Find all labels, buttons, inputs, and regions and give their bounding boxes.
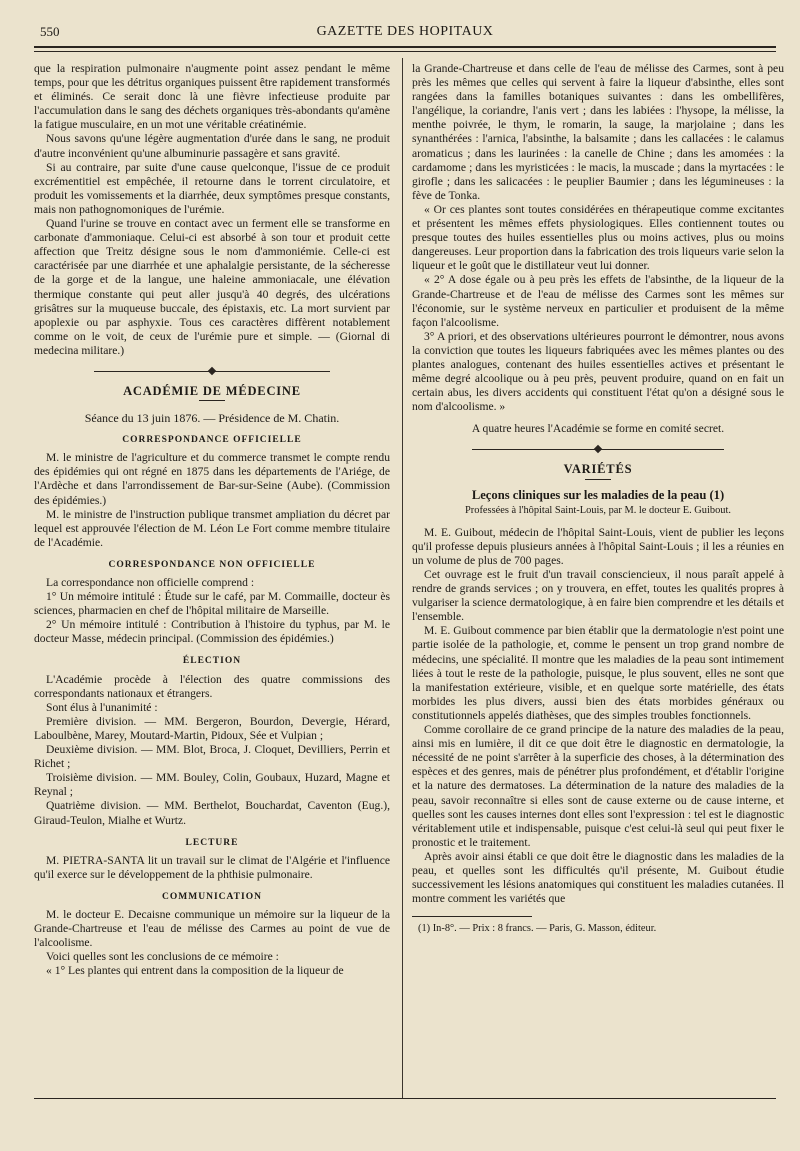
correspondance-paragraph: M. le ministre de l'agriculture et du commerce transmet le compte rendu des épidémies qui ont régné en 1875 dans les départements de l'Ariége, de l'Ardèche et dans l'arrondissement de Bar-sur-Seine (Aube). (Commission des épidémies.) [34, 451, 390, 507]
election-paragraph: Sont élus à l'unanimité : [46, 700, 158, 714]
header-rule [34, 46, 776, 48]
footnote: (1) In-8°. — Prix : 8 francs. — Paris, G. Masson, éditeur. [418, 923, 657, 935]
election-heading: ÉLECTION [182, 656, 242, 667]
section-ornament-rule [472, 444, 724, 454]
continuation-paragraph: « Or ces plantes sont toutes considérées en thérapeutique comme excitantes et présentent les mêmes effets physiologiques. Elles contiennent toutes ou presque toutes des huiles essentielles plus ou moins actives, plus ou moins dangereuses. Leur proportion dans la fabrication des trois liqueurs varie selon la liqueur et le goût que le distillateur veut lui donner. [412, 202, 784, 273]
article-subtitle: Professées à l'hôpital Saint-Louis, par M. le docteur E. Guibout. [465, 504, 731, 516]
lecture-paragraph: M. PIETRA-SANTA lit un travail sur le climat de l'Algérie et l'influence qu'il exerce sur le développement de la phthisie pulmonaire. [34, 853, 390, 881]
article-paragraph: M. E. Guibout, médecin de l'hôpital Saint-Louis, vient de publier les leçons qu'il professe depuis plusieurs années à l'hôpital Saint-Louis ; il les a réunies en un volume de plus de 700 pages. [412, 525, 784, 567]
left-column [34, 62, 390, 978]
lecture-heading: LECTURE [185, 837, 239, 848]
article-paragraph: Comme corollaire de ce grand principe de la nature des maladies de la peau, ainsi mis en lumière, il dit ce que doit être le diagnostic en dermatologie, la nécessité de ne point s'arrêter à la superficie des choses, à la détermination des espèces et des genres, mais de pénétrer plus profondément, et d'établir l'origine et la nature des dermatoses. La détermination de la nature des maladies de la peau, savoir reconnaître si elles sont de cause externe ou de cause interne, et quelles sont les causes internes dont elles sont l'expression : tel est le diagnostic véritablement utile et indispensable, puisque c'est celui-là seul qui peut fixer le pronostic et le traitement. [412, 723, 784, 849]
journal-title: GAZETTE DES HOPITAUX [316, 24, 494, 39]
article-paragraph: Après avoir ainsi établi ce que doit être le diagnostic dans les maladies de la peau, et quelles sont les difficultés qu'il présente, M. Guibout étudie successivement les lésions anatomiques qui constituent les maladies cutanées. Il montre comment les variétés que [412, 849, 784, 906]
correspondance-paragraph: M. le ministre de l'instruction publique transmet ampliation du décret par lequel est approuvée l'élection de M. Léon Le Fort comme membre titulaire de l'Académie. [34, 507, 390, 549]
communication-paragraph: « 1° Les plantes qui entrent dans la composition de la liqueur de [46, 964, 344, 978]
intro-paragraph: que la respiration pulmonaire n'augmente point assez pendant le même temps, pour que les détritus organiques puissent être rapidement transformés et éliminés. Ce serait donc là une fièvre infectieuse produite par l'accumulation dans le sang des déchets organiques très-abondants qu'amène la fatigue musculaire, en un mot une véritable créatinémie. [34, 62, 390, 132]
page-header [34, 22, 776, 44]
footnote-rule [412, 916, 532, 917]
page-number: 550 [40, 24, 60, 39]
correspondance-paragraph: 1° Un mémoire intitulé : Étude sur le café, par M. Commaille, docteur ès sciences, pharmacien en chef de l'hôpital militaire de Marseille. [34, 590, 390, 618]
header-rule-thin [34, 51, 776, 52]
correspondance-paragraph: La correspondance non officielle comprend : [46, 576, 255, 589]
election-paragraph: L'Académie procède à l'élection des quatre commissions des correspondants nationaux et étrangers. [34, 672, 390, 700]
intro-paragraph: Nous savons qu'une légère augmentation d'urée dans le sang, ne produit d'autre inconvénient qu'une albuminurie passagère et sans gravité. [34, 132, 390, 160]
communication-heading: COMMUNICATION [162, 891, 262, 902]
academie-title: ACADÉMIE DE MÉDECINE [123, 383, 301, 398]
continuation-paragraph: la Grande-Chartreuse et dans celle de l'eau de mélisse des Carmes, sont à peu près les mêmes que celles qui servent à faire la liqueur d'absinthe, elles sont rangées dans la familles botaniques suivantes : dans les ombellifères, l'angélique, la coriandre, l'anis vert ; dans les labiées : l'hysope, la mélisse, la menthe poivrée, le thym, le romarin, la sauge, la marjolaine ; dans les synanthérées : l'arnica, l'absinthe, la balsamite ; dans les callacées : le calamus aromaticus ; dans les laurinées : la canelle de Chine ; dans les amomées : la cardamome ; dans les myristicées : le macis, la muscade ; dans la myrtacées : le girofle ; dans les salicacées : le peuplier Baumier ; dans les légumineuses : la fève de Tonka. [412, 62, 784, 202]
article-paragraph: Cet ouvrage est le fruit d'un travail consciencieux, il nous paraît appelé à rendre de grands services ; on y trouvera, en effet, toutes les qualités propres à vulgariser la science dermatologique, à en faire bien comprendre et les détails et l'ensemble. [412, 568, 784, 624]
comite-secret-line: A quatre heures l'Académie se forme en comité secret. [471, 422, 725, 436]
election-paragraph: Quatrième division. — MM. Berthelot, Bouchardat, Caventon (Eug.), Giraud-Teulon, Mialhe et Wurtz. [34, 799, 390, 827]
title-underline [199, 400, 225, 401]
intro-paragraph: Si au contraire, par suite d'une cause quelconque, l'issue de ce produit excrémentitiel est empêchée, il retourne dans le torrent circulatoire, et produit les vomissements et la diarrhée, deux symptômes presque constants, mais non pathognomoniques de l'urémie. [34, 160, 390, 216]
bottom-rule [34, 1098, 776, 1099]
election-paragraph: Première division. — MM. Bergeron, Bourdon, Devergie, Hérard, Laboulbène, Marey, Moutard-Martin, Pidoux, Sée et Vulpian ; [34, 714, 390, 742]
communication-paragraph: Voici quelles sont les conclusions de ce mémoire : [46, 950, 279, 964]
right-column [412, 62, 784, 936]
communication-paragraph: M. le docteur E. Decaisne communique un mémoire sur la liqueur de la Grande-Chartreuse et l'eau de mélisse des Carmes au point de vue de l'alcoolisme. [34, 907, 390, 950]
correspondance-paragraph: 2° Un mémoire intitulé : Contribution à l'histoire du typhus, par M. le docteur Masse, médecin principal. (Commission des épidémies.) [34, 618, 390, 646]
correspondance-non-officielle-heading: CORRESPONDANCE NON OFFICIELLE [108, 559, 316, 570]
column-divider [402, 58, 403, 1098]
election-paragraph: Troisième division. — MM. Bouley, Colin, Goubaux, Huzard, Magne et Reynal ; [34, 771, 390, 799]
seance-line: Séance du 13 juin 1876. — Présidence de M. Chatin. [84, 411, 340, 426]
continuation-paragraph: « 2° A dose égale ou à peu près les effets de l'absinthe, de la liqueur de la Grande-Chartreuse et de l'eau de mélisse des Carmes sont les mêmes sur l'économie, sur le système nerveux en particulier et produisent de la même façon l'alcoolisme. [412, 273, 784, 329]
varietes-title: VARIÉTÉS [563, 462, 633, 477]
correspondance-officielle-heading: CORRESPONDANCE OFFICIELLE [122, 435, 302, 446]
continuation-paragraph: 3° A priori, et des observations ultérieures pourront le démontrer, nous avons la conviction que toutes les liqueurs fabriquées avec les mêmes plantes ou des plantes analogues, contenant des huiles essentielles actives et présentant le même degré alcoolique ou à peu près, peuvent produire, quand on en fait un certain abus, les divers accidents qui constituent l'état qu'on a désigné sous le nom d'alcoolisme. » [412, 329, 784, 414]
section-ornament-rule [94, 366, 330, 376]
election-paragraph: Deuxième division. — MM. Blot, Broca, J. Cloquet, Devilliers, Perrin et Richet ; [34, 743, 390, 771]
article-title: Leçons cliniques sur les maladies de la peau (1) [471, 487, 725, 502]
intro-paragraph: Quand l'urine se trouve en contact avec un ferment elle se transforme en carbonate d'ammoniaque. Celui-ci est absorbé à son tour et produit cette affection que Treitz désigne sous le nom d'ammoniémie. Celle-ci est caractérisée par une diarrhée et une aphalalgie persistante, de la sécheresse de la gorge et de la langue, une haleine ammoniacale, une élévation thermique constante qui peut aller jusqu'à 40 degrés, des ulcérations grisâtres sur la muqueuse buccale, des épistaxis, etc. La mort survient par apoplexie ou par asphyxie. Tous ces caractères diffèrent notablement comme on le voit, de ceux de l'urémie pure et simple. — (Giornal di medecina militare.) [34, 217, 390, 357]
article-paragraph: M. E. Guibout commence par bien établir que la dermatologie n'est point une partie isolée de la pathologie, et, comme le pensent un trop grand nombre de médecins, une spécialité. Il montre que les maladies de la peau sont intimement liées à tout le reste de la pathologie, puisque, le plus souvent, elles ne sont que la manifestation extérieure, visible, et en quelque sorte matérielle, des états morbides les plus divers, aussi bien des états morbides généraux ou constitutionnels appelés diathèses, que des simples troubles fonctionnels. [412, 624, 784, 722]
title-underline [585, 479, 611, 480]
